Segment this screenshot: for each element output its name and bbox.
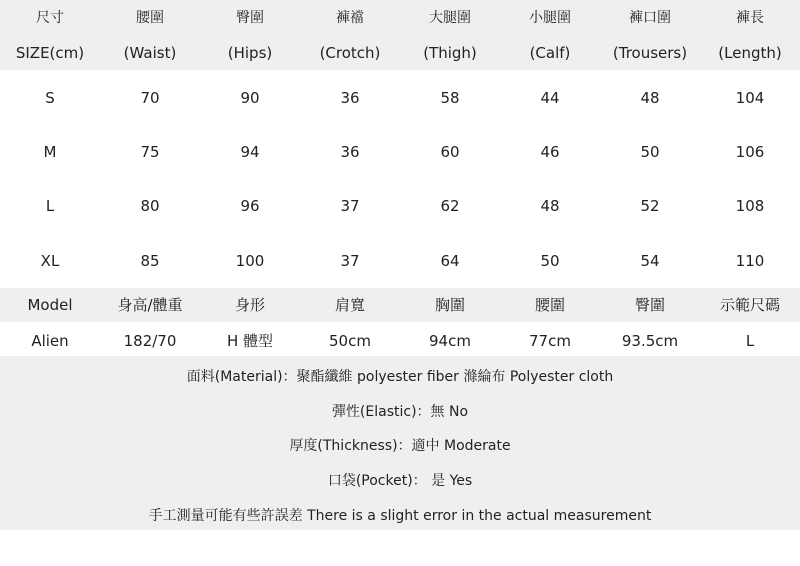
material-note: 面料(Material)：聚酯纖維 polyester fiber 滌綸布 Polyester cloth xyxy=(186,369,614,385)
size-header-cn-row xyxy=(0,0,800,36)
calf-value: 50 xyxy=(540,252,560,270)
waist-value: 80 xyxy=(140,197,160,215)
hips-value: 90 xyxy=(240,89,260,107)
model-header-shoulder: 肩寬 xyxy=(334,296,365,314)
fabric-notes xyxy=(0,356,800,530)
model-hips: 93.5cm xyxy=(621,332,679,350)
measurement-error-note: 手工測量可能有些許誤差 There is a slight error in the actual measurement xyxy=(148,508,652,524)
header-cn-calf: 小腿圍 xyxy=(529,10,571,26)
crotch-value: 36 xyxy=(340,89,360,107)
hips-value: 94 xyxy=(240,143,260,161)
waist-value: 70 xyxy=(140,89,160,107)
model-waist: 77cm xyxy=(529,332,571,350)
header-en-length: (Length) xyxy=(718,44,782,62)
model-header-hips: 臀圍 xyxy=(634,296,665,314)
thigh-value: 62 xyxy=(440,197,460,215)
length-value: 104 xyxy=(735,89,765,107)
size-label: XL xyxy=(40,252,60,270)
thickness-note: 厚度(Thickness)：適中 Moderate xyxy=(289,438,511,454)
trousers-value: 48 xyxy=(640,89,660,107)
table-row xyxy=(0,71,800,125)
header-cn-hips: 臀圍 xyxy=(236,10,264,26)
size-label: S xyxy=(45,89,55,107)
header-en-hips: (Hips) xyxy=(227,44,273,62)
header-en-crotch: (Crotch) xyxy=(319,44,381,62)
header-en-trousers: (Trousers) xyxy=(612,44,688,62)
header-en-calf: (Calf) xyxy=(529,44,571,62)
hips-value: 100 xyxy=(235,252,265,270)
calf-value: 48 xyxy=(540,197,560,215)
model-header-model: Model xyxy=(27,296,73,314)
header-cn-trousers: 褲口圍 xyxy=(629,10,671,26)
model-header-height-weight: 身高/體重 xyxy=(117,296,183,314)
size-header-en-row xyxy=(0,36,800,70)
size-label: M xyxy=(43,143,57,161)
trousers-value: 50 xyxy=(640,143,660,161)
waist-value: 85 xyxy=(140,252,160,270)
header-cn-size: 尺寸 xyxy=(36,10,64,26)
waist-value: 75 xyxy=(140,143,160,161)
trousers-value: 52 xyxy=(640,197,660,215)
model-shoulder: 50cm xyxy=(329,332,371,350)
thigh-value: 60 xyxy=(440,143,460,161)
model-body-shape: H 體型 xyxy=(226,332,274,350)
pocket-note: 口袋(Pocket)： 是 Yes xyxy=(327,473,473,489)
model-header-chest: 胸圍 xyxy=(434,296,465,314)
hips-value: 96 xyxy=(240,197,260,215)
table-row xyxy=(0,179,800,233)
model-header-demo-size: 示範尺碼 xyxy=(719,296,780,314)
length-value: 106 xyxy=(735,143,765,161)
header-cn-crotch: 褲襠 xyxy=(336,10,364,26)
model-chest: 94cm xyxy=(429,332,471,350)
size-label: L xyxy=(45,197,55,215)
length-value: 108 xyxy=(735,197,765,215)
header-cn-waist: 腰圍 xyxy=(136,10,164,26)
header-cn-thigh: 大腿圍 xyxy=(429,10,471,26)
model-header-body-shape: 身形 xyxy=(234,296,265,314)
model-header-row xyxy=(0,288,800,322)
model-values-row xyxy=(0,322,800,356)
crotch-value: 36 xyxy=(340,143,360,161)
length-value: 110 xyxy=(735,252,765,270)
table-row xyxy=(0,125,800,179)
header-en-waist: (Waist) xyxy=(123,44,177,62)
crotch-value: 37 xyxy=(340,252,360,270)
header-en-thigh: (Thigh) xyxy=(423,44,477,62)
header-cn-length: 褲長 xyxy=(736,10,764,26)
model-demo-size: L xyxy=(745,332,755,350)
calf-value: 44 xyxy=(540,89,560,107)
table-row xyxy=(0,234,800,288)
thigh-value: 58 xyxy=(440,89,460,107)
thigh-value: 64 xyxy=(440,252,460,270)
calf-value: 46 xyxy=(540,143,560,161)
crotch-value: 37 xyxy=(340,197,360,215)
trousers-value: 54 xyxy=(640,252,660,270)
elastic-note: 彈性(Elastic)：無 No xyxy=(331,404,469,420)
header-en-size: SIZE(cm) xyxy=(15,44,85,62)
model-name: Alien xyxy=(31,332,69,350)
model-header-waist: 腰圍 xyxy=(534,296,565,314)
model-height-weight: 182/70 xyxy=(123,332,177,350)
